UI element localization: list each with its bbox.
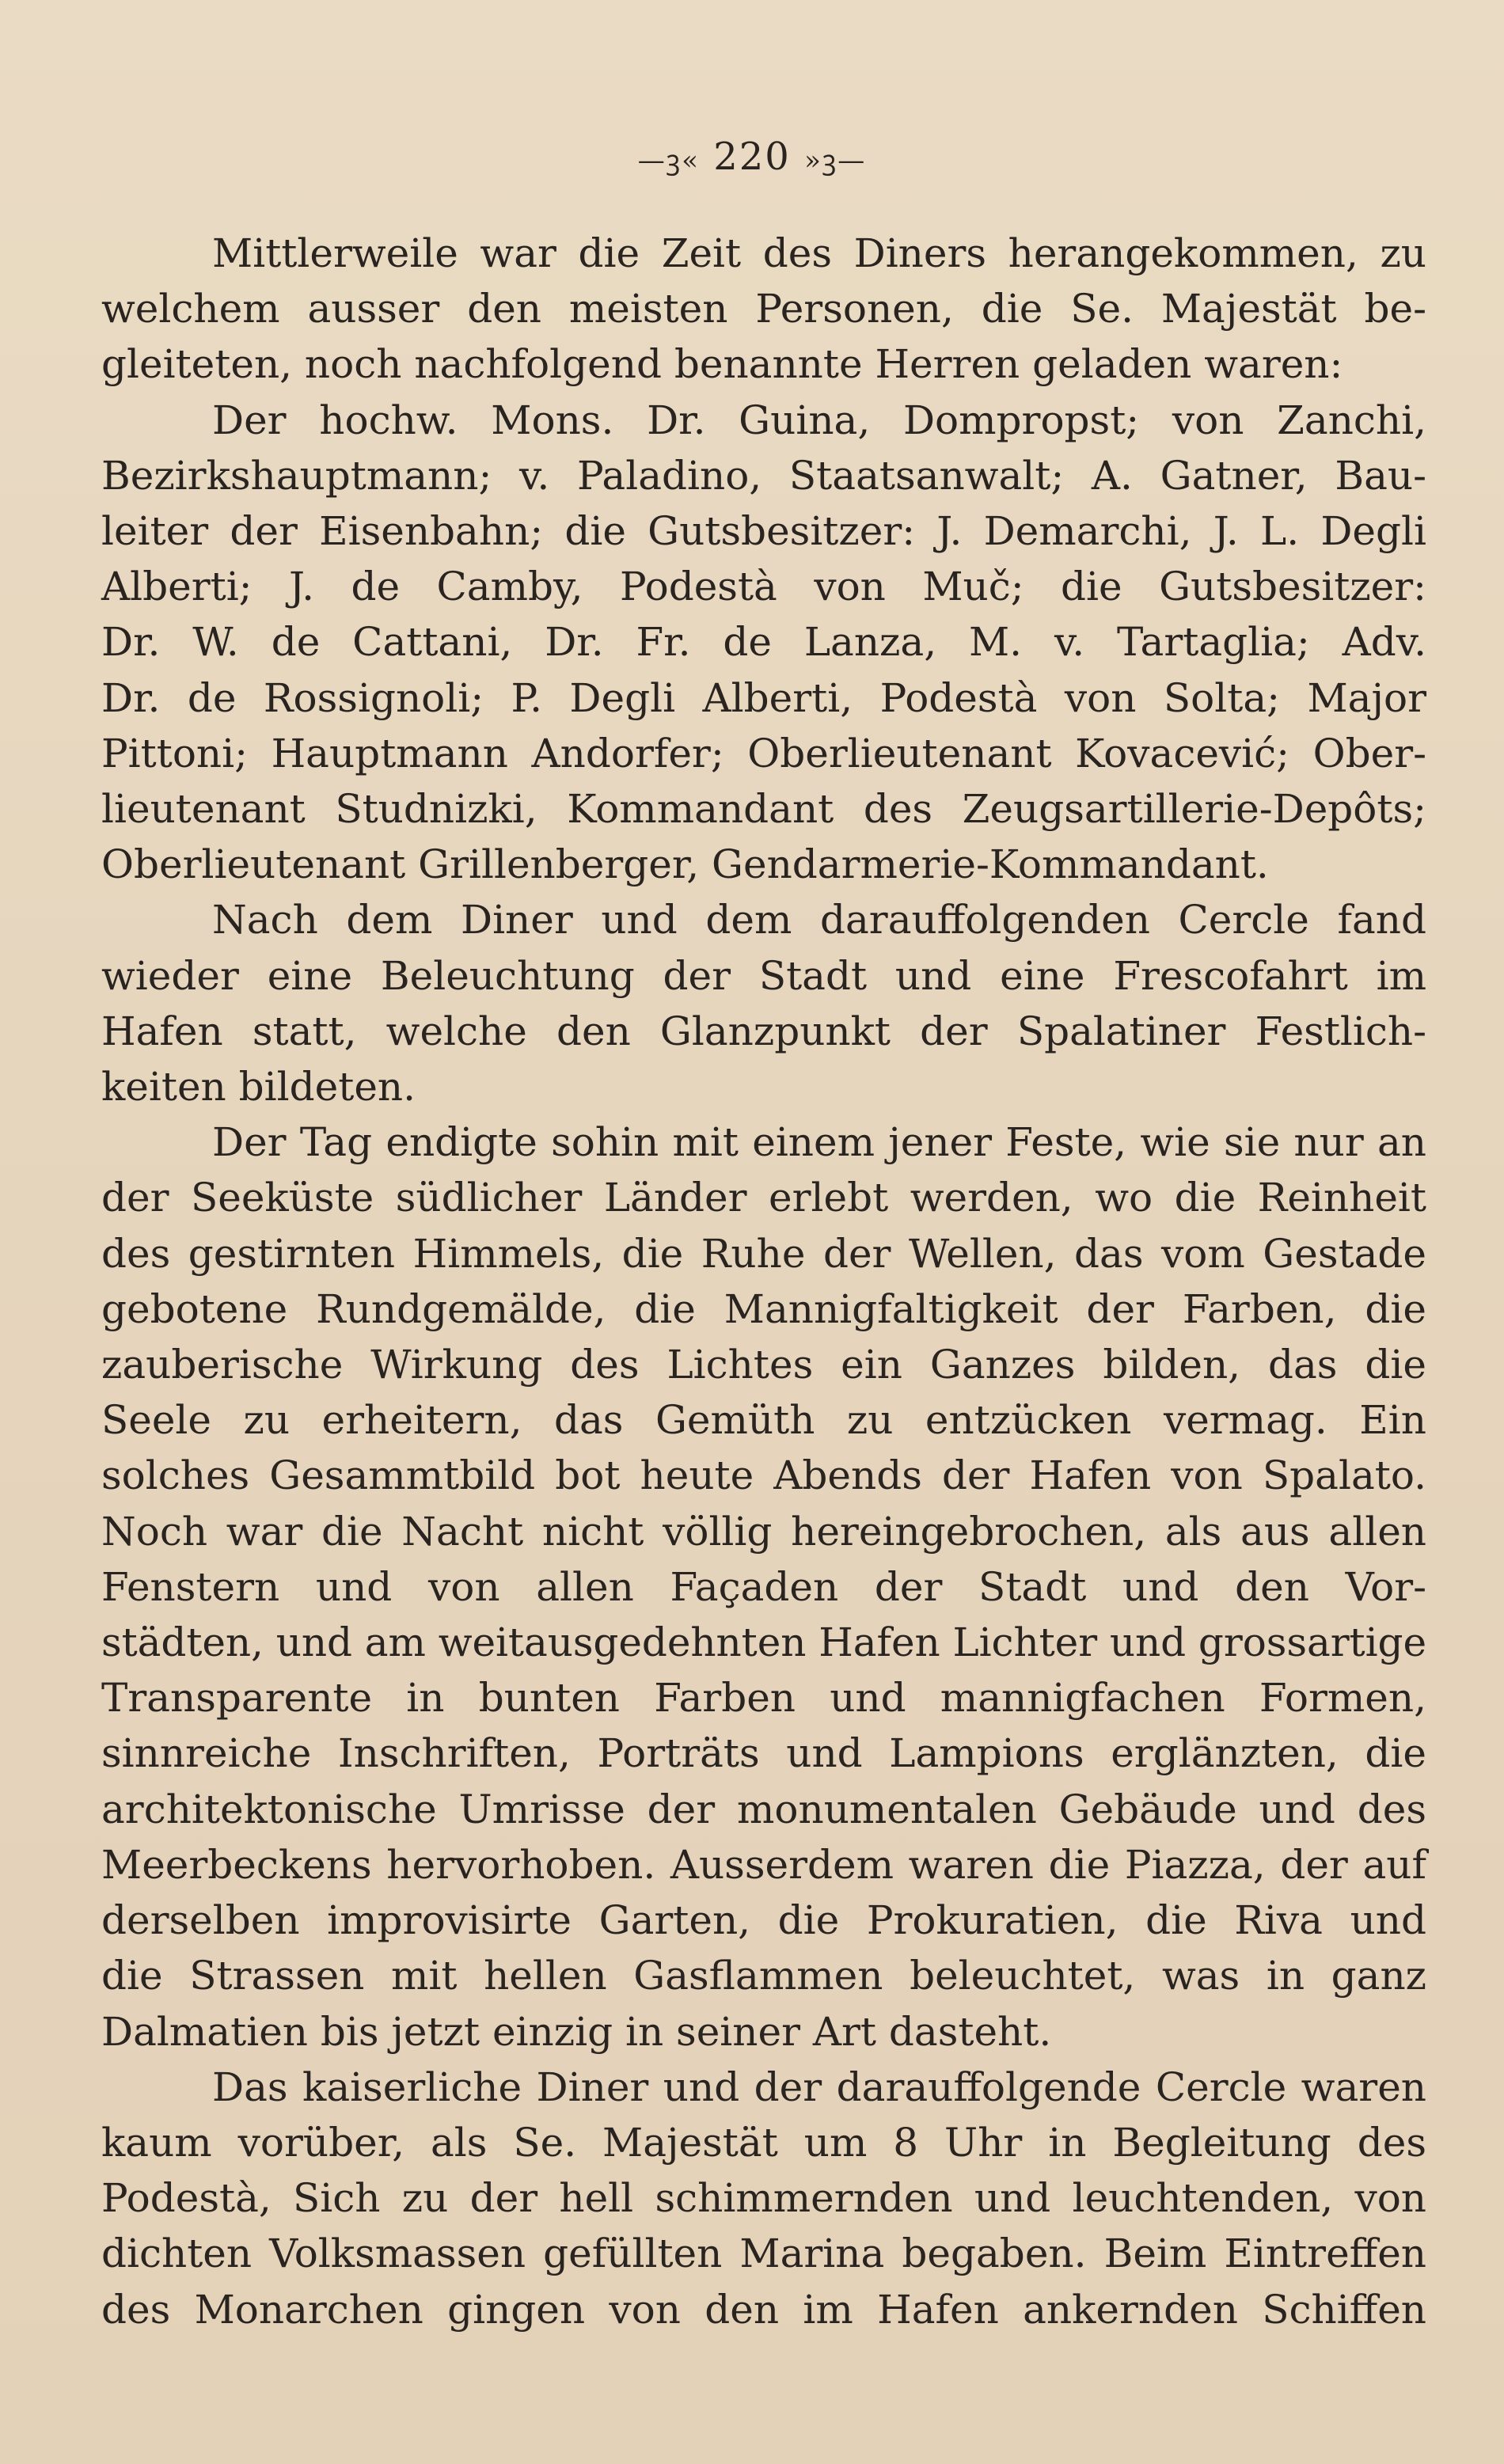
- page-number: 220: [713, 135, 791, 179]
- text-line: welchem ausser den meisten Personen, die Se. Majestät be-: [101, 286, 1426, 332]
- paragraph: [101, 892, 1426, 1114]
- text-line: Oberlieutenant Grillenberger, Gendarmerie-Kommandant.: [101, 841, 1269, 888]
- text-line: kaum vorüber, als Se. Majestät um 8 Uhr in Begleitung des: [101, 2119, 1426, 2166]
- text-line: Der Tag endigte sohin mit einem jener Feste, wie sie nur an: [212, 1119, 1426, 1166]
- text-line: Das kaiserliche Diner und der darauffolgende Cercle waren: [212, 2063, 1426, 2110]
- text-line: Fenstern und von allen Façaden der Stadt und den Vor-: [101, 1563, 1426, 1610]
- text-line: Mittlerweile war die Zeit des Diners herangekommen, zu: [212, 230, 1426, 276]
- text-line: Bezirkshauptmann; v. Paladino, Staatsanwalt; A. Gatner, Bau-: [101, 452, 1426, 499]
- paragraph: [101, 1114, 1426, 2059]
- text-line: solches Gesammtbild bot heute Abends der Hafen von Spalato.: [101, 1452, 1426, 1499]
- text-line: Hafen statt, welche den Glanzpunkt der Spalatiner Festlich-: [101, 1008, 1426, 1054]
- text-line: Pittoni; Hauptmann Andorfer; Oberlieutenant Kovacević; Ober-: [101, 730, 1426, 776]
- text-line: Noch war die Nacht nicht völlig hereingebrochen, als aus allen: [101, 1508, 1426, 1555]
- paragraph: [101, 226, 1426, 393]
- text-line: Dr. W. de Cattani, Dr. Fr. de Lanza, M. v. Tartaglia; Adv.: [101, 619, 1426, 666]
- body-text: [101, 226, 1426, 2337]
- text-line: Seele zu erheitern, das Gemüth zu entzücken vermag. Ein: [101, 1397, 1426, 1444]
- text-line: sinnreiche Inschriften, Porträts und Lampions erglänzten, die: [101, 1730, 1426, 1777]
- text-line: keiten bildeten.: [101, 1064, 416, 1111]
- text-line: derselben improvisirte Garten, die Prokuratien, die Riva und: [101, 1897, 1426, 1944]
- text-line: Meerbeckens hervorhoben. Ausserdem waren die Piazza, der auf: [101, 1841, 1426, 1888]
- text-line: Alberti; J. de Camby, Podestà von Muč; die Gutsbesitzer:: [101, 564, 1426, 610]
- ornament-right-icon: »ꝫ—: [804, 145, 867, 177]
- text-line: Dalmatien bis jetzt einzig in seiner Art dasteht.: [101, 2008, 1052, 2055]
- paragraph: [101, 393, 1426, 893]
- text-line: zauberische Wirkung des Lichtes ein Ganzes bilden, das die: [101, 1342, 1426, 1388]
- text-line: des Monarchen gingen von den im Hafen ankernden Schiffen: [101, 2286, 1426, 2333]
- text-line: städten, und am weitausgedehnten Hafen Lichter und grossartige: [101, 1619, 1426, 1666]
- text-line: gebotene Rundgemälde, die Mannigfaltigkeit der Farben, die: [101, 1285, 1426, 1332]
- text-line: dichten Volksmassen gefüllten Marina begaben. Beim Eintreffen: [101, 2231, 1426, 2277]
- text-line: leiter der Eisenbahn; die Gutsbesitzer: J. Demarchi, J. L. Degli: [101, 508, 1426, 555]
- text-line: die Strassen mit hellen Gasflammen beleuchtet, was in ganz: [101, 1953, 1426, 1999]
- page-header: [0, 135, 1504, 179]
- paragraph: [101, 2060, 1426, 2337]
- text-line: lieutenant Studnizki, Kommandant des Zeugsartillerie-Depôts;: [101, 786, 1426, 833]
- ornament-left-icon: —ꝫ«: [637, 145, 700, 177]
- text-line: Transparente in bunten Farben und mannigfachen Formen,: [101, 1675, 1426, 1722]
- text-line: Der hochw. Mons. Dr. Guina, Dompropst; von Zanchi,: [212, 397, 1426, 443]
- text-line: Nach dem Diner und dem darauffolgenden Cercle fand: [212, 897, 1426, 943]
- text-line: gleiteten, noch nachfolgend benannte Herren geladen waren:: [101, 341, 1343, 388]
- text-line: Dr. de Rossignoli; P. Degli Alberti, Podestà von Solta; Major: [101, 674, 1426, 721]
- text-line: architektonische Umrisse der monumentalen Gebäude und des: [101, 1786, 1426, 1832]
- text-line: des gestirnten Himmels, die Ruhe der Wellen, das vom Gestade: [101, 1230, 1426, 1277]
- text-line: der Seeküste südlicher Länder erlebt werden, wo die Reinheit: [101, 1175, 1426, 1221]
- text-line: wieder eine Beleuchtung der Stadt und eine Frescofahrt im: [101, 952, 1426, 999]
- text-line: Podestà, Sich zu der hell schimmernden und leuchtenden, von: [101, 2175, 1426, 2222]
